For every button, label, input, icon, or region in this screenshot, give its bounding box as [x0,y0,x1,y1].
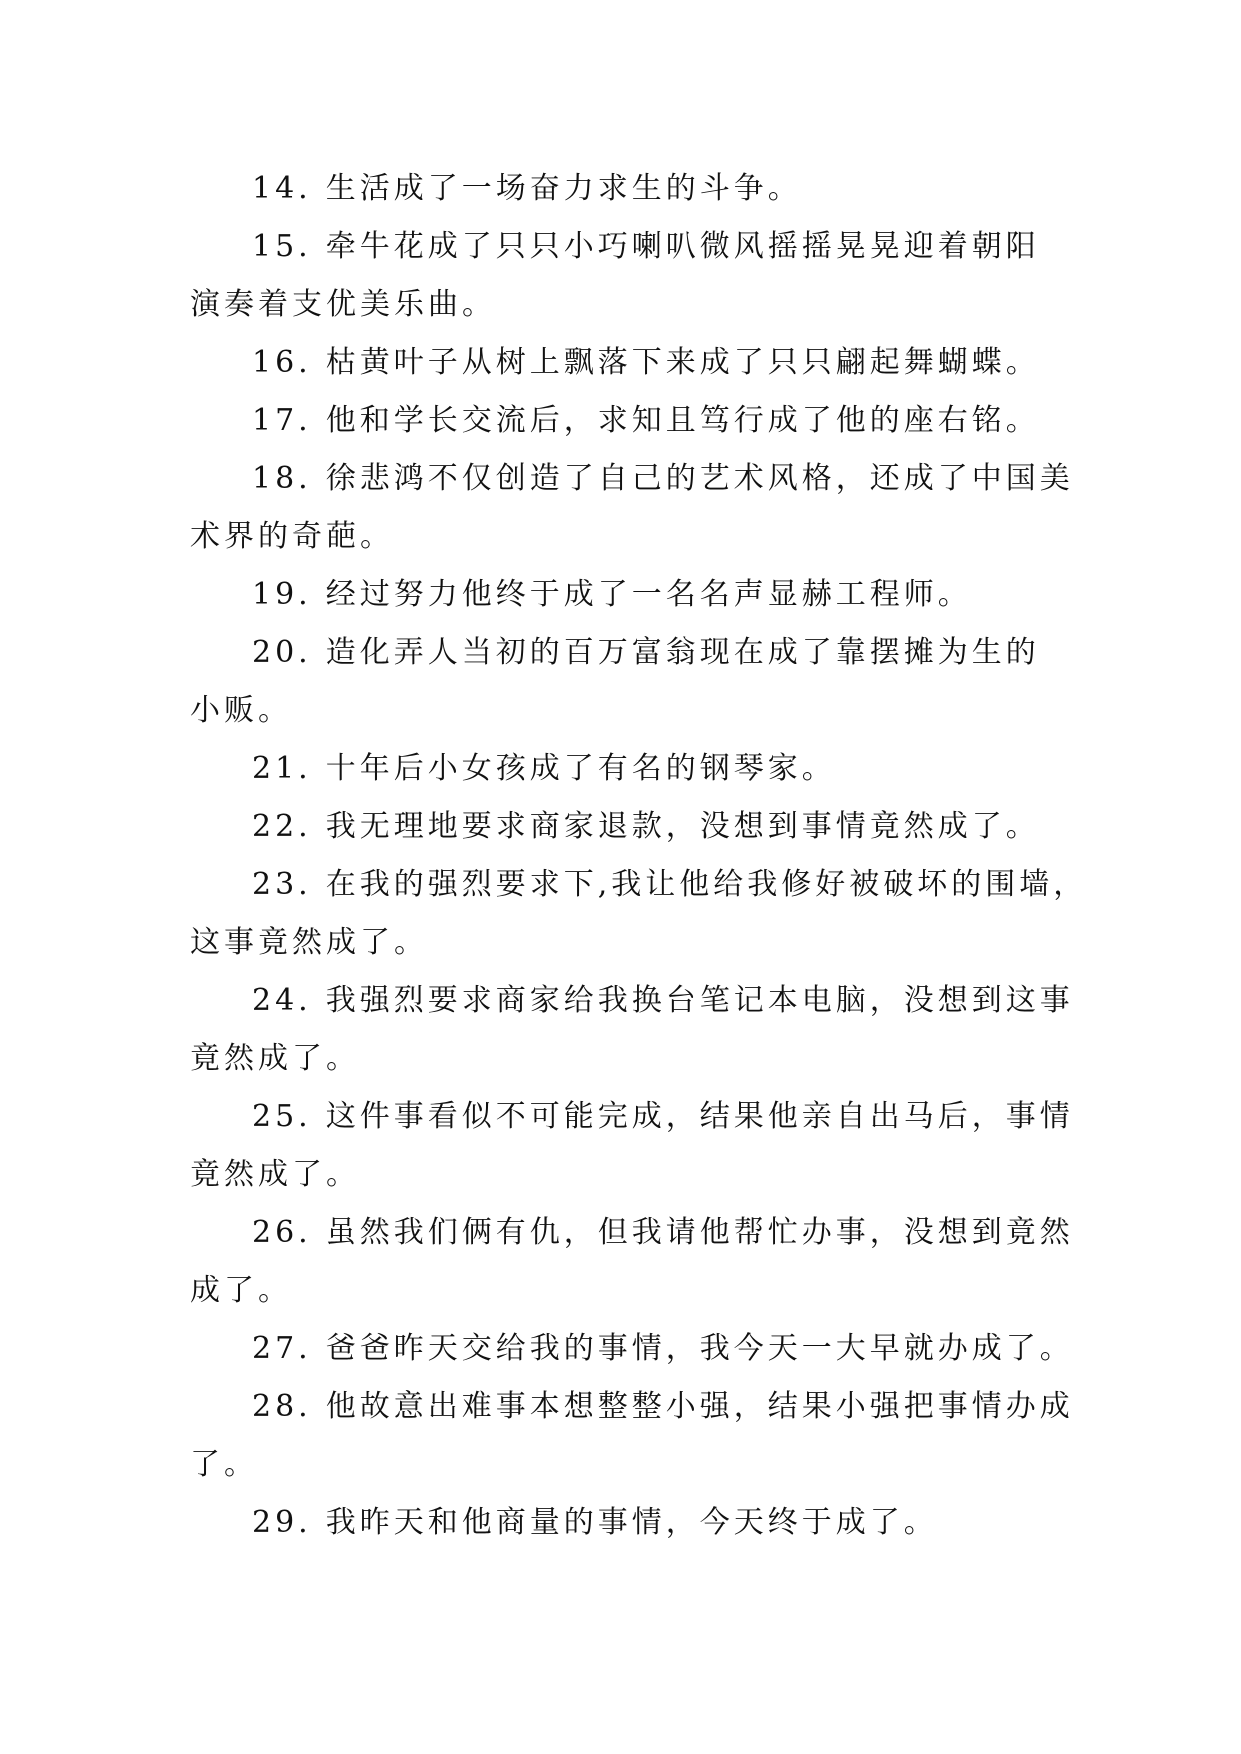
item-number: 24. [252,983,312,1018]
item-text: 他和学长交流后，求知且笃行成了他的座右铭。 [325,403,1040,438]
item-text: 经过努力他终于成了一名名声显赫工程师。 [325,577,972,612]
item-text: 这件事看似不可能完成，结果他亲自出马后，事情 [325,1099,1074,1134]
list-item [190,334,1050,392]
item-number: 21. [252,751,312,786]
item-text: 他故意出难事本想整整小强，结果小强把事情办成 [325,1389,1074,1424]
list-item [190,624,1050,682]
list-item [190,1320,1074,1378]
item-number: 14. [252,171,312,206]
sentence-list [190,160,1088,1552]
list-item [190,1088,1074,1146]
list-item [190,450,1074,508]
list-item [190,856,1088,914]
list-item [190,972,1074,1030]
item-number: 19. [252,577,312,612]
item-number: 26. [252,1215,312,1250]
item-number: 20. [252,635,312,670]
list-item-continuation: 竟然成了。 [190,1041,360,1076]
list-item-continuation: 竟然成了。 [190,1157,360,1192]
item-number: 27. [252,1331,312,1366]
list-item [190,798,1050,856]
item-number: 15. [252,229,312,264]
list-item [190,566,1050,624]
item-text: 爸爸昨天交给我的事情，我今天一大早就办成了。 [325,1331,1074,1366]
list-item [190,1378,1074,1436]
list-item [190,392,1050,450]
item-number: 18. [252,461,312,496]
item-text: 我昨天和他商量的事情，今天终于成了。 [325,1505,938,1540]
item-text: 枯黄叶子从树上飘落下来成了只只翩起舞蝴蝶。 [325,345,1040,380]
item-text: 牵牛花成了只只小巧喇叭微风摇摇晃晃迎着朝阳 [325,229,1040,264]
list-item [190,218,1050,276]
item-text: 我无理地要求商家退款，没想到事情竟然成了。 [325,809,1040,844]
item-number: 25. [252,1099,312,1134]
item-text: 我强烈要求商家给我换台笔记本电脑，没想到这事 [325,983,1074,1018]
list-item-continuation: 这事竟然成了。 [190,925,428,960]
item-text: 造化弄人当初的百万富翁现在成了靠摆摊为生的 [325,635,1040,670]
item-number: 28. [252,1389,312,1424]
list-item-continuation: 小贩。 [190,693,292,728]
list-item-continuation: 了。 [190,1447,258,1482]
item-number: 17. [252,403,312,438]
item-number: 22. [252,809,312,844]
list-item [190,1494,1050,1552]
item-number: 23. [252,867,312,902]
list-item-continuation: 演奏着支优美乐曲。 [190,287,496,322]
list-item [190,160,1050,218]
item-text: 虽然我们俩有仇，但我请他帮忙办事，没想到竟然 [325,1215,1074,1250]
item-text: 十年后小女孩成了有名的钢琴家。 [325,751,836,786]
list-item-continuation: 术界的奇葩。 [190,519,394,554]
item-text: 徐悲鸿不仅创造了自己的艺术风格，还成了中国美 [325,461,1074,496]
list-item-continuation: 成了。 [190,1273,292,1308]
item-text: 生活成了一场奋力求生的斗争。 [325,171,802,206]
list-item [190,740,1050,798]
list-item [190,1204,1074,1262]
item-number: 29. [252,1505,312,1540]
item-number: 16. [252,345,312,380]
item-text: 在我的强烈要求下,我让他给我修好被破坏的围墙， [325,867,1088,902]
